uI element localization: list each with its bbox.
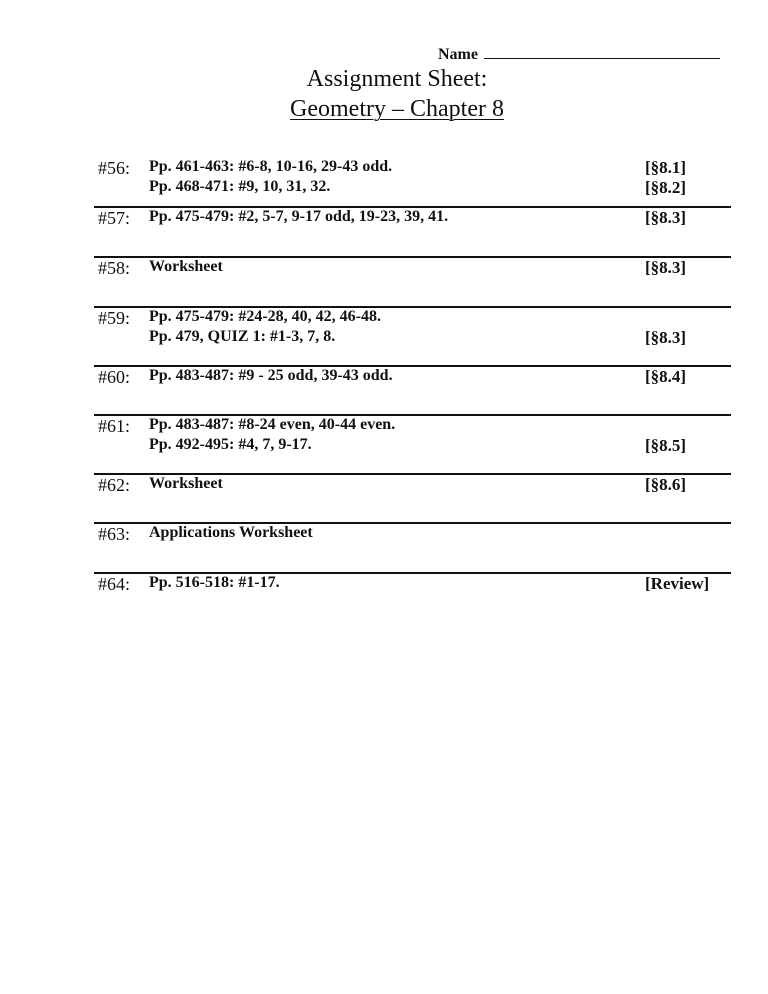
subtitle-text: Geometry – Chapter 8 <box>290 96 504 122</box>
assignment-text: Pp. 483-487: #9 - 25 odd, 39-43 odd. <box>149 367 393 384</box>
section-reference: [§8.3] <box>645 328 687 347</box>
assignment-text: Pp. 483-487: #8-24 even, 40-44 even. <box>149 416 396 433</box>
assignment-row <box>94 416 731 475</box>
assignment-text: Pp. 475-479: #2, 5-7, 9-17 odd, 19-23, 39, 41. <box>149 208 449 225</box>
assignment-text: Worksheet <box>149 475 223 492</box>
assignment-text: Pp. 479, QUIZ 1: #1-3, 7, 8. <box>149 328 336 345</box>
assignment-text: Pp. 468-471: #9, 10, 31, 32. <box>149 178 331 195</box>
section-reference: [Review] <box>645 574 710 593</box>
name-blank-line <box>484 44 720 59</box>
assignment-number: #59: <box>98 308 131 328</box>
assignment-row <box>94 158 731 208</box>
section-reference: [§8.1] <box>645 158 687 177</box>
assignment-number: #64: <box>98 574 131 594</box>
section-reference: [§8.6] <box>645 475 687 494</box>
section-reference: [§8.3] <box>645 258 687 277</box>
name-field <box>438 44 720 64</box>
page-subtitle <box>0 96 768 123</box>
assignment-number: #56: <box>98 158 131 178</box>
assignment-row <box>94 258 731 308</box>
assignment-row <box>94 367 731 416</box>
assignment-text: Applications Worksheet <box>149 524 313 541</box>
assignment-number: #60: <box>98 367 131 387</box>
section-reference: [§8.4] <box>645 367 687 386</box>
section-reference: [§8.3] <box>645 208 687 227</box>
assignment-row <box>94 475 731 524</box>
assignment-number: #57: <box>98 208 131 228</box>
assignment-number: #58: <box>98 258 131 278</box>
assignment-text: Pp. 461-463: #6-8, 10-16, 29-43 odd. <box>149 158 393 175</box>
page-title: Assignment Sheet: <box>306 66 488 92</box>
section-reference: [§8.2] <box>645 178 687 197</box>
section-reference: [§8.5] <box>645 436 687 455</box>
assignment-text: Worksheet <box>149 258 223 275</box>
assignment-text: Pp. 475-479: #24-28, 40, 42, 46-48. <box>149 308 381 325</box>
assignment-row <box>94 208 731 258</box>
assignment-number: #63: <box>98 524 131 544</box>
assignment-row <box>94 524 731 574</box>
assignment-row <box>94 308 731 367</box>
name-label: Name <box>438 46 478 63</box>
assignment-number: #62: <box>98 475 131 495</box>
assignment-row <box>94 574 731 598</box>
assignment-text: Pp. 492-495: #4, 7, 9-17. <box>149 436 312 453</box>
assignment-number: #61: <box>98 416 131 436</box>
assignment-text: Pp. 516-518: #1-17. <box>149 574 280 591</box>
assignment-list <box>94 158 731 598</box>
